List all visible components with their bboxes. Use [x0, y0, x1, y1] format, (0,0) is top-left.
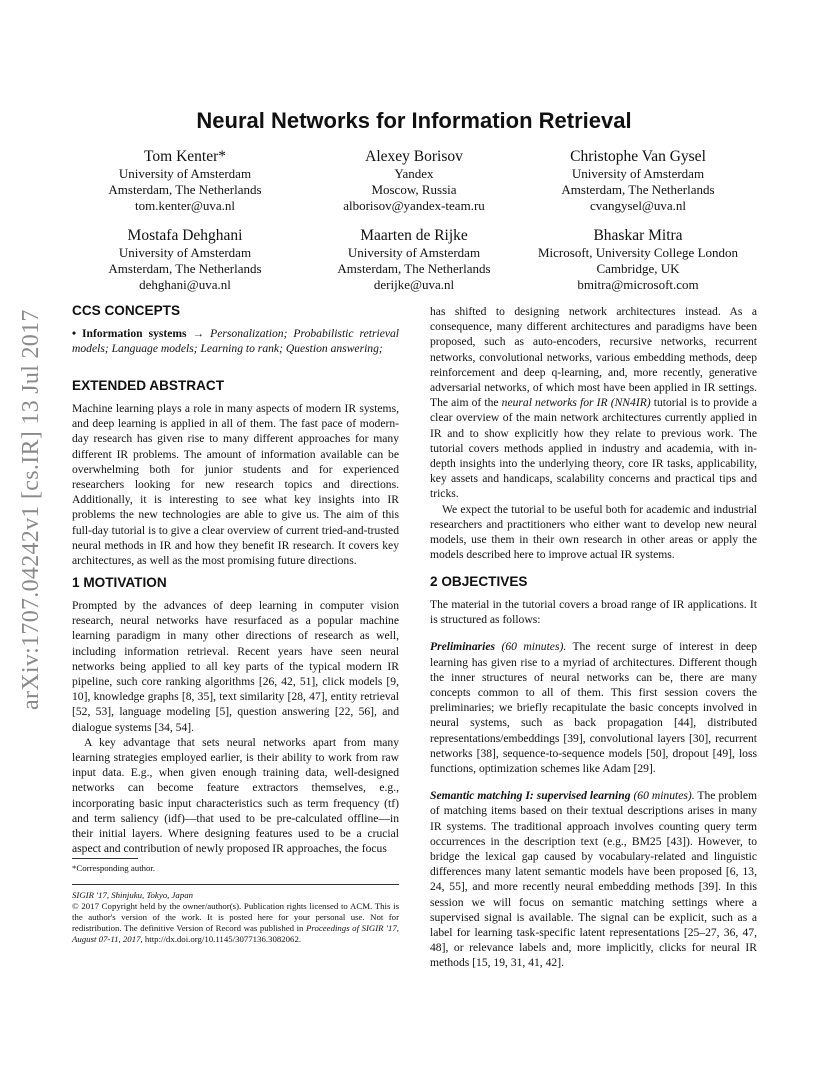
author-location: Amsterdam, The Netherlands: [108, 182, 262, 198]
author-name: Alexey Borisov: [365, 148, 463, 165]
paper-title: Neural Networks for Information Retrieval: [196, 108, 632, 133]
author-0: [70, 147, 300, 215]
author-email[interactable]: dehghani@uva.nl: [139, 277, 231, 293]
semantic-matching-paragraph: [430, 788, 757, 970]
author-location: Amsterdam, The Netherlands: [337, 261, 491, 277]
author-affiliation: University of Amsterdam: [347, 245, 481, 260]
aim-text-b: tutorial is to provide a clear overview of the main network architectures currently applied in IR and to show explicitly how they relate to previous work. The tutorial covers methods applied in industry and academia, with in-depth insights into the underlying theory, core IR tasks, applicability, key assets and handicaps, scalability concerns and practical tips and tricks.: [430, 396, 757, 501]
author-email[interactable]: derijke@uva.nl: [373, 277, 455, 293]
copyright-notice: [72, 901, 399, 945]
audience-paragraph: We expect the tutorial to be useful both for academic and industrial researchers and practitioners who either want to develop new neural models, use them in their own research in other areas or apply the models described here to improve actual IR systems.: [430, 502, 757, 562]
author-affiliation: University of Amsterdam: [118, 245, 252, 260]
author-affiliation: Yandex: [394, 166, 434, 181]
author-name: Bhaskar Mitra: [593, 227, 683, 244]
author-5: [523, 226, 753, 294]
abstract-heading: EXTENDED ABSTRACT: [72, 378, 225, 393]
semantic-matching-duration: (60 minutes).: [630, 789, 695, 803]
preliminaries-duration: (60 minutes).: [495, 640, 567, 654]
motivation-heading: 1 MOTIVATION: [72, 575, 167, 590]
objectives-heading: 2 OBJECTIVES: [430, 574, 528, 589]
ccs-arrow: →: [186, 327, 211, 340]
ccs-items: Personalization; Probabilistic retrieval models; Language models; Learning to rank; Question answering;: [72, 327, 399, 356]
abstract-text: Machine learning plays a role in many aspects of modern IR systems, and deep learning is applied in all of them. The fast pace of modern-day research has given rise to many different approaches for many different IR problems. The amount of information available can be overwhelming both for junior students and for experienced researchers looking for new research topics and directions. Additionally, it is interesting to see what key insights into IR problems the new technologies are able to give us. The aim of this full-day tutorial is to give a clear overview of current tried-and-trusted neural methods in IR and how they benefit IR research. It covers key architectures, as well as the most promising future directions.: [72, 402, 399, 568]
ccs-heading: CCS CONCEPTS: [72, 303, 181, 318]
author-name: Mostafa Dehghani: [127, 227, 243, 244]
copyright-venue: SIGIR '17, Shinjuku, Tokyo, Japan: [72, 890, 194, 900]
aim-text-a: has shifted to designing network architectures instead. As a consequence, many different architectures and paradigms have been proposed, such as auto-encoders, recursive networks, recurrent networks, convolutional networks, various embedding methods, deep reinforcement and deep q-learning, and, more recently, generative adversarial networks, of which most have been applied in IR settings. The aim of the: [430, 305, 757, 410]
author-4: [299, 226, 529, 294]
author-email[interactable]: bmitra@microsoft.com: [577, 277, 699, 293]
copyright-proceedings: Proceedings of SIGIR '17, August 07-11, 2017: [72, 923, 399, 944]
motivation-section: [72, 575, 399, 856]
author-affiliation: University of Amsterdam: [571, 166, 705, 181]
author-location: Amsterdam, The Netherlands: [108, 261, 262, 277]
preliminaries-title: Preliminaries: [430, 640, 496, 654]
author-3: [70, 226, 300, 294]
ccs-text: [72, 326, 399, 356]
abstract-section: [72, 378, 399, 568]
author-name: Maarten de Rijke: [360, 227, 468, 244]
ccs-section: [72, 303, 399, 356]
author-location: Amsterdam, The Netherlands: [561, 182, 715, 198]
arxiv-stamp: arXiv:1707.04242v1 [cs.IR] 13 Jul 2017: [18, 309, 44, 710]
author-email[interactable]: alborisov@yandex-team.ru: [343, 198, 485, 214]
motivation-p2: A key advantage that sets neural networks apart from many learning strategies employed earlier, is their ability to work from raw input data. E.g., when given enough training data, well-designed networks can become feature extractors themselves, e.g., incorporating basic input characteristics such as term frequency (tf) and term saliency (idf)—that used to be pre-calculated offline—in their initial layers. Where designing features used to be a crucial aspect and contribution of newly proposed IR approaches, the focus: [72, 735, 399, 856]
author-1: [299, 147, 529, 215]
right-column-intro: [430, 304, 757, 562]
footnote-text: *Corresponding author.: [72, 863, 156, 873]
author-affiliation: University of Amsterdam: [118, 166, 252, 181]
aim-paragraph: [430, 304, 757, 502]
author-affiliation: Microsoft, University College London: [537, 245, 739, 260]
author-name: Tom Kenter*: [144, 148, 226, 165]
motivation-p1: Prompted by the advances of deep learning in computer vision research, neural networks have resurfaced as a popular machine learning paradigm in many other directions of research as well, including information retrieval. Recent years have seen neural networks being applied to all key parts of the typical modern IR pipeline, such core ranking algorithms [26, 42, 51], click models [9, 10], knowledge graphs [8, 35], text similarity [28, 47], entity retrieval [52, 53], language modeling [5], question answering [22, 56], and dialogue systems [34, 54].: [72, 599, 399, 734]
ccs-lead: • Information systems: [72, 327, 187, 340]
copyright-line: © 2017 Copyright held by the owner/author(s). Publication rights licensed to ACM. This is the author's version of the work. It is posted here for your personal use. Not for redistribution. The definitive Version of Record was published in: [72, 901, 399, 933]
author-2: [523, 147, 753, 215]
preliminaries-text: The recent surge of interest in deep learning has given rise to a myriad of architectures. Different though the inner structures of neural networks can be, there are many concepts common to all of them. This first session covers the preliminaries; we briefly recapitulate the basic concepts involved in neural systems, such as back propagation [44], distributed representations/embeddings [39], convolutional layers [30], recurrent networks [38], sequence-to-sequence models [50], dropout [49], loss functions, optimization schemes like Adam [29].: [430, 640, 757, 776]
copyright-doi[interactable]: , http://dx.doi.org/10.1145/3077136.3082062.: [140, 934, 302, 944]
objectives-section: [430, 574, 757, 971]
copyright-rule: [72, 884, 399, 885]
author-email[interactable]: cvangysel@uva.nl: [589, 198, 687, 214]
semantic-matching-title: Semantic matching I: supervised learning: [430, 789, 631, 803]
footnote-rule: [72, 858, 138, 859]
author-name: Christophe Van Gysel: [570, 148, 706, 165]
footnote-area: [72, 858, 399, 945]
author-location: Moscow, Russia: [371, 182, 457, 198]
aim-text-italic: neural networks for IR (NN4IR): [501, 396, 651, 410]
objectives-intro: The material in the tutorial covers a broad range of IR applications. It is structured as follows:: [430, 598, 757, 627]
semantic-matching-text: The problem of matching items based on their textual descriptions arises in many IR systems. The traditional approach involves counting query term occurrences in the description text (e.g., BM25 [43]). However, to bridge the lexical gap caused by vocabulary-related and linguistic differences many latent semantic models have been proposed [6, 13, 24, 55], and more recently neural embedding methods [39]. In this session we will focus on semantic matching settings where a supervised signal is available. The signal can be explicit, such as a label for learning task-specific latent representations [25–27, 36, 47, 48], or relevance labels and, more implicitly, clicks for neural IR methods [15, 19, 31, 41, 42].: [430, 789, 758, 970]
author-location: Cambridge, UK: [596, 261, 680, 277]
preliminaries-paragraph: [430, 639, 757, 776]
author-email[interactable]: tom.kenter@uva.nl: [134, 198, 236, 214]
